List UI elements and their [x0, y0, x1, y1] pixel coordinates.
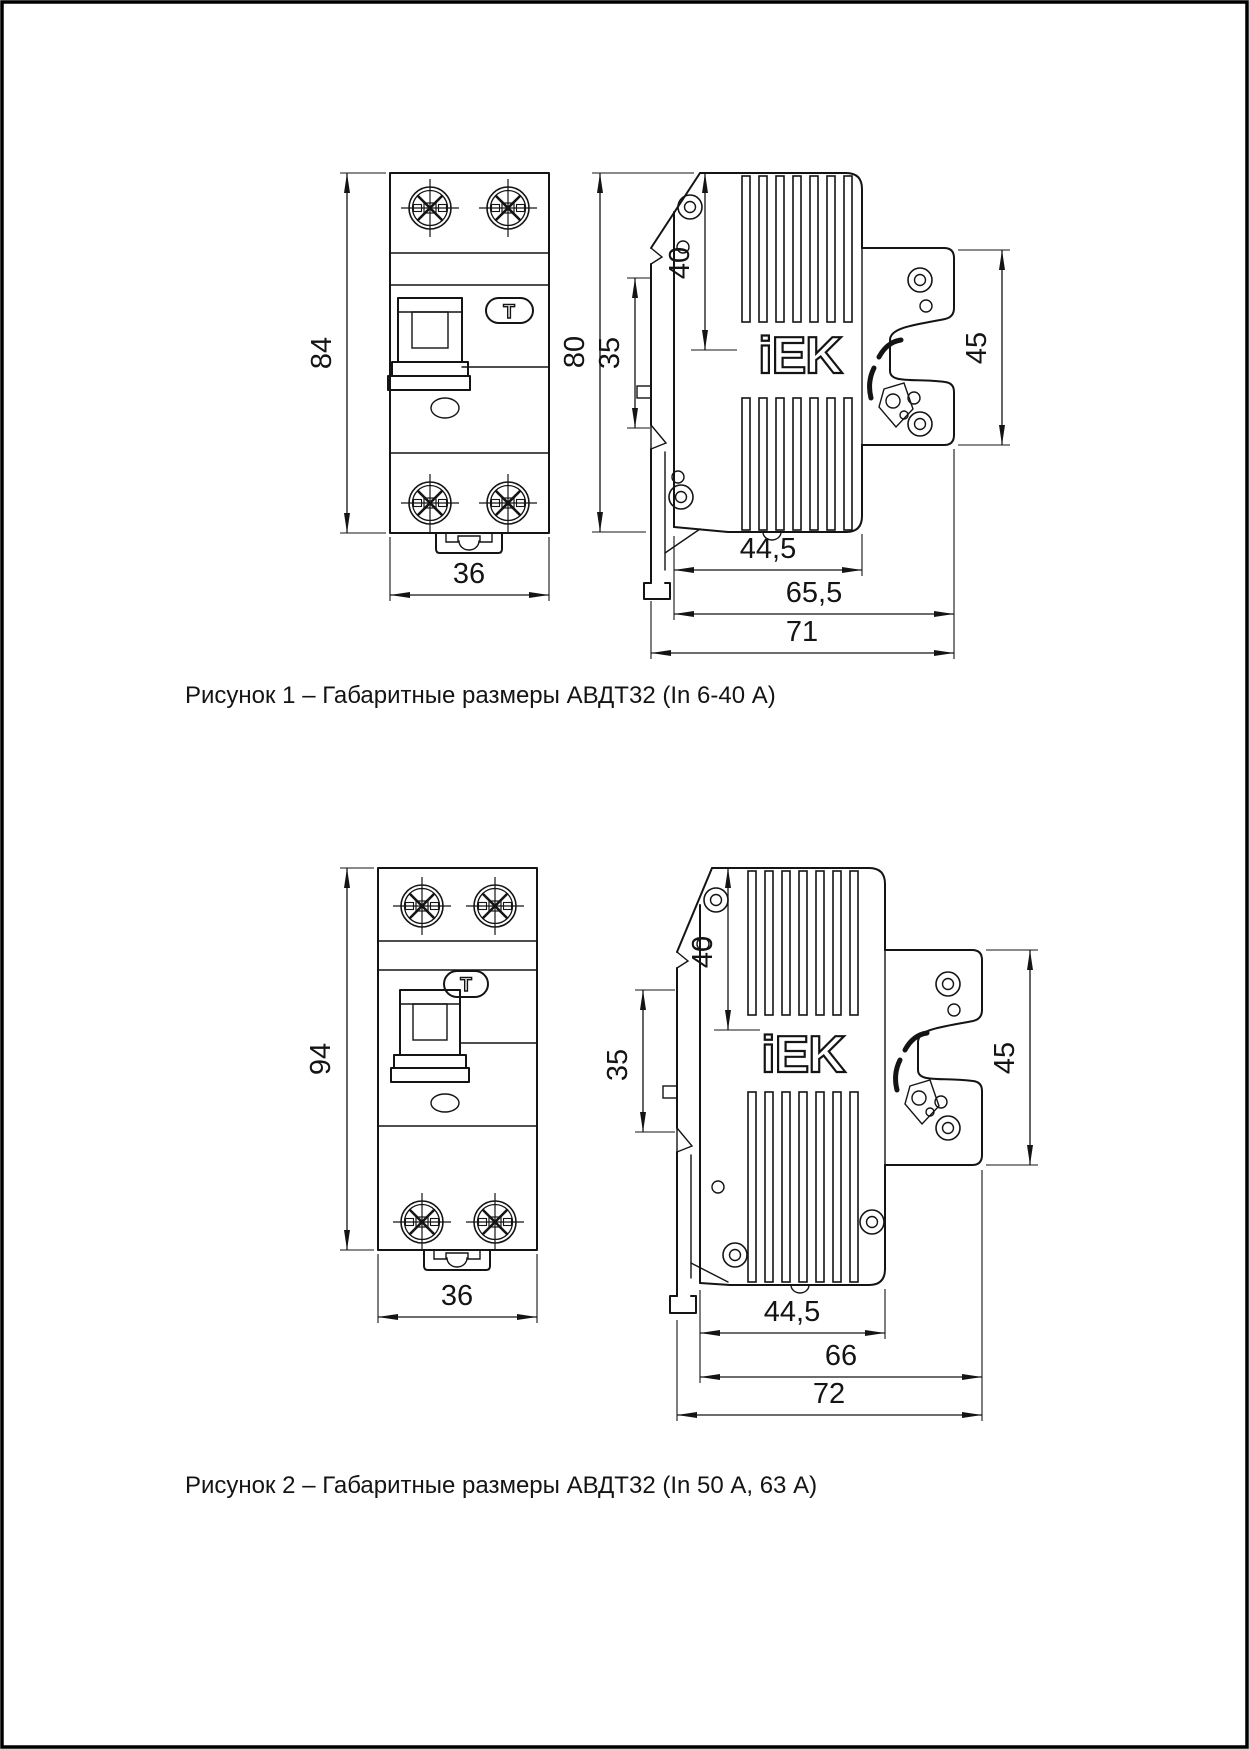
trip-latch: [905, 1080, 939, 1124]
vent-slats-upper: [748, 871, 858, 1015]
din-clip-tab: [424, 1250, 490, 1270]
wing-screw-icon: [908, 412, 932, 436]
dim-label-45: 45: [989, 1041, 1021, 1075]
rivet-icon: [678, 195, 702, 219]
dim-label-40: 40: [664, 246, 696, 280]
dim-label-35: 35: [602, 1048, 634, 1082]
dim-label-84: 84: [306, 336, 338, 370]
rail-stop-tab: [637, 386, 651, 398]
curved-slot: [905, 1033, 927, 1050]
test-button: [486, 298, 533, 323]
dim-label-36: 36: [440, 1280, 474, 1312]
dim-label-72: 72: [812, 1378, 846, 1410]
dimension-panel-cutout-45: [958, 250, 1010, 445]
dimension-panel-cutout-45: [986, 950, 1038, 1165]
test-button-label: Т: [460, 975, 472, 996]
clip-foot: [670, 1296, 696, 1313]
figure1-caption: Рисунок 1 – Габаритные размеры АВДТ32 (In 6-40 А): [185, 682, 776, 709]
top-front-slant: [651, 173, 700, 248]
pin-hole: [920, 300, 932, 312]
vent-slats-lower: [748, 1092, 858, 1282]
vent-slats-lower: [742, 398, 852, 530]
figure2-caption: Рисунок 2 – Габаритные размеры АВДТ32 (In 50 А, 63 А): [185, 1472, 818, 1499]
dimension-total-depth-71: [651, 601, 954, 659]
dim-label-80: 80: [559, 335, 591, 369]
dim-label-65-5: 65,5: [785, 577, 843, 609]
dim-label-36: 36: [452, 558, 486, 590]
breaker-front-outline: [390, 173, 549, 533]
pin-hole: [948, 1004, 960, 1016]
toggle-lever: [388, 298, 470, 390]
dimension-front-width: [390, 537, 549, 601]
vent-slats-upper: [742, 176, 852, 322]
dimension-front-height: [305, 868, 374, 1250]
curved-slot: [896, 1060, 900, 1090]
figure1-front-view: [306, 173, 549, 601]
dim-label-40: 40: [687, 935, 719, 969]
wing-screw-icon: [936, 1116, 960, 1140]
wing-screw-icon: [908, 268, 932, 292]
figure1-side-view: [559, 173, 1010, 659]
dimension-front-height: [306, 173, 386, 533]
clip-hook: [651, 425, 666, 449]
test-button: [444, 971, 488, 997]
terminal-screw-icon: [466, 1193, 524, 1251]
din-clip-tab: [436, 533, 502, 553]
pin-hole: [712, 1181, 724, 1193]
figure2: [185, 868, 1038, 1499]
terminal-screw-icon: [401, 474, 459, 532]
figure2-front-view: [305, 868, 537, 1323]
indicator-window: [431, 1094, 459, 1112]
terminal-wings-outline: [885, 950, 982, 1165]
terminal-screw-icon: [393, 1193, 451, 1251]
dimension-din-channel-35: [602, 990, 675, 1132]
iek-logo: iEK: [758, 327, 842, 385]
terminal-screw-icon: [479, 179, 537, 237]
test-button-label: Т: [503, 302, 515, 323]
dim-label-35: 35: [594, 336, 626, 370]
curved-slot: [870, 368, 874, 398]
rivet-icon: [723, 1243, 747, 1267]
dim-label-45: 45: [961, 331, 993, 365]
bottom-center-bump: [791, 1285, 809, 1293]
clip-hook: [677, 1128, 692, 1152]
figure2-side-view: [602, 868, 1038, 1421]
rivet-icon: [669, 485, 693, 509]
terminal-screw-icon: [393, 877, 451, 935]
figure1: [185, 173, 1010, 709]
breaker-front-outline: [378, 868, 537, 1250]
rivet-icon: [860, 1210, 884, 1234]
toggle-lever: [391, 990, 469, 1082]
terminal-screw-icon: [479, 474, 537, 532]
dim-label-94: 94: [305, 1042, 337, 1076]
wing-screw-icon: [936, 972, 960, 996]
iek-logo: iEK: [761, 1026, 845, 1084]
dimension-din-channel-35: [594, 278, 650, 428]
clip-foot: [644, 583, 670, 599]
dim-label-44-5: 44,5: [763, 1296, 821, 1328]
dimension-top-to-rail-40: [687, 868, 760, 1030]
dim-label-44-5: 44,5: [739, 533, 797, 565]
rivet-icon: [704, 888, 728, 912]
dim-label-66: 66: [824, 1340, 858, 1372]
rail-stop-tab: [663, 1086, 677, 1098]
terminal-screw-icon: [466, 877, 524, 935]
indicator-window: [431, 398, 459, 418]
dim-label-71: 71: [785, 616, 819, 648]
terminal-screw-icon: [401, 179, 459, 237]
dimension-body-depth-44-5: [700, 1289, 885, 1383]
dimension-front-width: [378, 1254, 537, 1323]
